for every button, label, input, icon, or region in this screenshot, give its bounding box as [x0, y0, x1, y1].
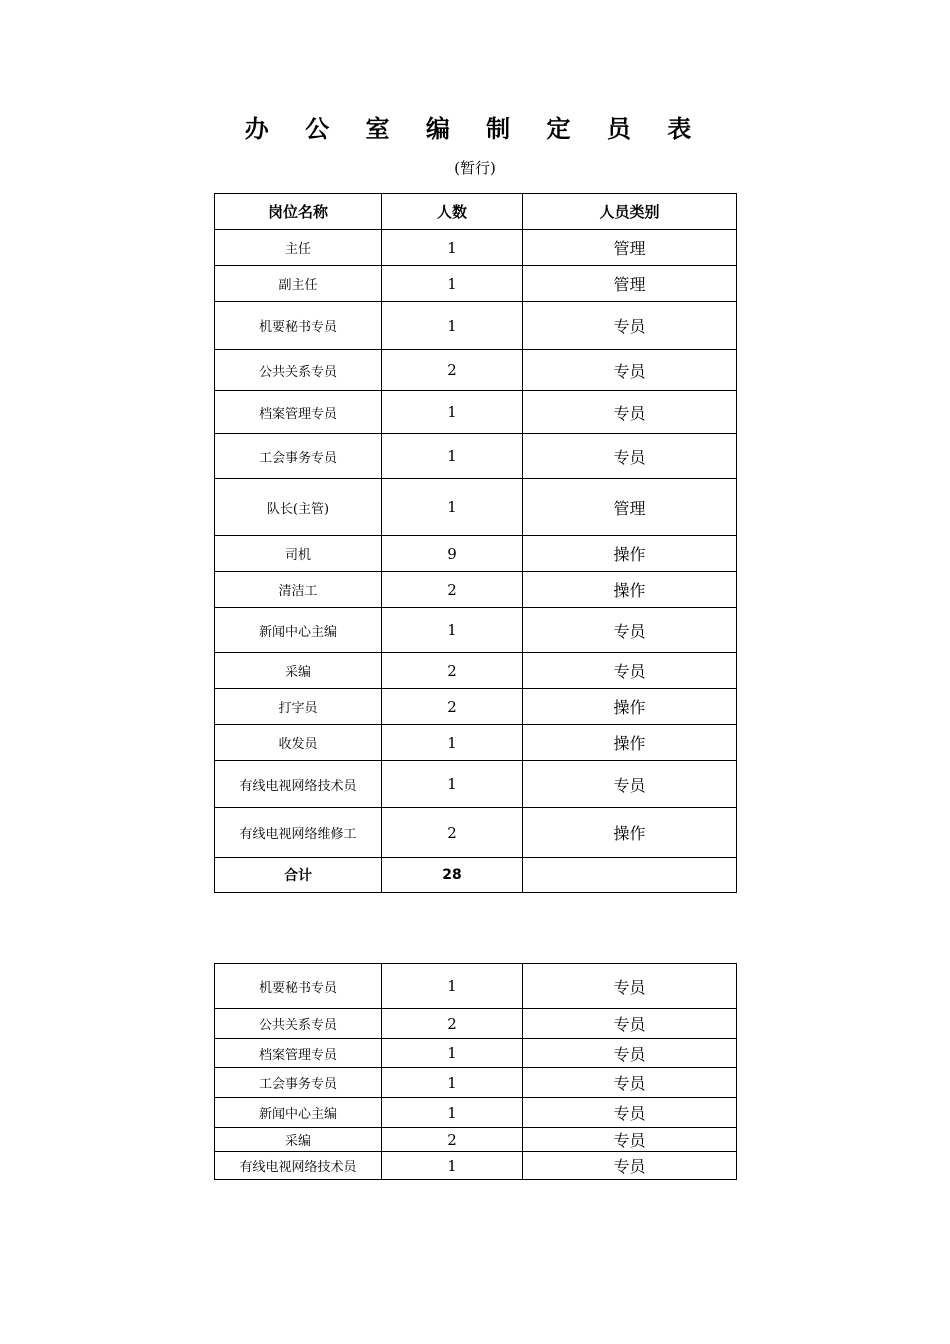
headcount: 1 — [382, 391, 523, 434]
staff-category: 专员 — [523, 1039, 737, 1068]
table-row — [215, 434, 737, 479]
headcount: 2 — [382, 1009, 523, 1039]
headcount: 2 — [382, 689, 523, 725]
headcount: 1 — [382, 1039, 523, 1068]
headcount: 1 — [382, 725, 523, 761]
position-name: 工会事务专员 — [215, 434, 382, 479]
table-row — [215, 230, 737, 266]
position-name: 工会事务专员 — [215, 1068, 382, 1098]
staff-category: 专员 — [523, 302, 737, 350]
position-name: 司机 — [215, 536, 382, 572]
staff-category: 操作 — [523, 572, 737, 608]
staff-category: 专员 — [523, 1009, 737, 1039]
specialist-table — [214, 963, 737, 1180]
position-name: 机要秘书专员 — [215, 964, 382, 1009]
position-name: 采编 — [215, 1128, 382, 1152]
headcount: 1 — [382, 1068, 523, 1098]
headcount: 1 — [382, 434, 523, 479]
staff-category: 操作 — [523, 808, 737, 858]
table-row — [215, 479, 737, 536]
position-name: 收发员 — [215, 725, 382, 761]
headcount: 2 — [382, 1128, 523, 1152]
table-row — [215, 350, 737, 391]
staff-category: 专员 — [523, 1128, 737, 1152]
headcount: 1 — [382, 761, 523, 808]
headcount: 1 — [382, 1098, 523, 1128]
document-title: 办 公 室 编 制 定 员 表 — [244, 115, 706, 143]
staff-category: 操作 — [523, 536, 737, 572]
position-name: 清洁工 — [215, 572, 382, 608]
position-name: 队长(主管) — [215, 479, 382, 536]
staff-category: 专员 — [523, 1152, 737, 1180]
staff-category: 管理 — [523, 479, 737, 536]
headcount: 2 — [382, 808, 523, 858]
table-row — [215, 536, 737, 572]
headcount: 1 — [382, 266, 523, 302]
headcount: 1 — [382, 302, 523, 350]
staff-category: 管理 — [523, 266, 737, 302]
table-header-row — [215, 194, 737, 230]
position-name: 有线电视网络技术员 — [215, 761, 382, 808]
table-row — [215, 572, 737, 608]
table-row — [215, 266, 737, 302]
staff-category: 专员 — [523, 1098, 737, 1128]
table-row — [215, 761, 737, 808]
position-name: 主任 — [215, 230, 382, 266]
position-name: 档案管理专员 — [215, 1039, 382, 1068]
position-name: 有线电视网络技术员 — [215, 1152, 382, 1180]
position-name: 副主任 — [215, 266, 382, 302]
headcount: 1 — [382, 964, 523, 1009]
staff-category: 专员 — [523, 434, 737, 479]
position-name: 打字员 — [215, 689, 382, 725]
table-row — [215, 689, 737, 725]
staff-category: 专员 — [523, 350, 737, 391]
document-subtitle: (暂行) — [454, 159, 496, 177]
headcount: 9 — [382, 536, 523, 572]
headcount: 1 — [382, 608, 523, 653]
table-row — [215, 808, 737, 858]
staffing-table — [214, 193, 737, 893]
staff-category: 管理 — [523, 230, 737, 266]
headcount: 2 — [382, 350, 523, 391]
table-row — [215, 1152, 737, 1180]
table-row — [215, 964, 737, 1009]
table-row — [215, 725, 737, 761]
table-row — [215, 653, 737, 689]
position-name: 新闻中心主编 — [215, 608, 382, 653]
staff-category: 专员 — [523, 761, 737, 808]
table-row — [215, 391, 737, 434]
headcount: 1 — [382, 1152, 523, 1180]
staff-category: 专员 — [523, 1068, 737, 1098]
staff-category: 专员 — [523, 653, 737, 689]
position-name: 有线电视网络维修工 — [215, 808, 382, 858]
headcount: 2 — [382, 653, 523, 689]
staff-category: 专员 — [523, 964, 737, 1009]
table-row — [215, 1068, 737, 1098]
staff-category: 操作 — [523, 689, 737, 725]
table-row — [215, 302, 737, 350]
table-row — [215, 1009, 737, 1039]
position-name: 公共关系专员 — [215, 1009, 382, 1039]
table-row — [215, 1098, 737, 1128]
staff-category: 专员 — [523, 608, 737, 653]
staff-category: 操作 — [523, 725, 737, 761]
header-staff-category: 人员类别 — [523, 194, 737, 230]
position-name: 公共关系专员 — [215, 350, 382, 391]
position-name: 机要秘书专员 — [215, 302, 382, 350]
total-label: 合计 — [215, 858, 382, 893]
position-name: 新闻中心主编 — [215, 1098, 382, 1128]
staff-category: 专员 — [523, 391, 737, 434]
header-headcount: 人数 — [382, 194, 523, 230]
position-name: 采编 — [215, 653, 382, 689]
total-count: 28 — [382, 858, 523, 893]
total-row — [215, 858, 737, 893]
table-row — [215, 1039, 737, 1068]
headcount: 2 — [382, 572, 523, 608]
position-name: 档案管理专员 — [215, 391, 382, 434]
table-row — [215, 608, 737, 653]
headcount: 1 — [382, 479, 523, 536]
table-row — [215, 1128, 737, 1152]
headcount: 1 — [382, 230, 523, 266]
total-category — [523, 858, 737, 893]
header-position-name: 岗位名称 — [215, 194, 382, 230]
